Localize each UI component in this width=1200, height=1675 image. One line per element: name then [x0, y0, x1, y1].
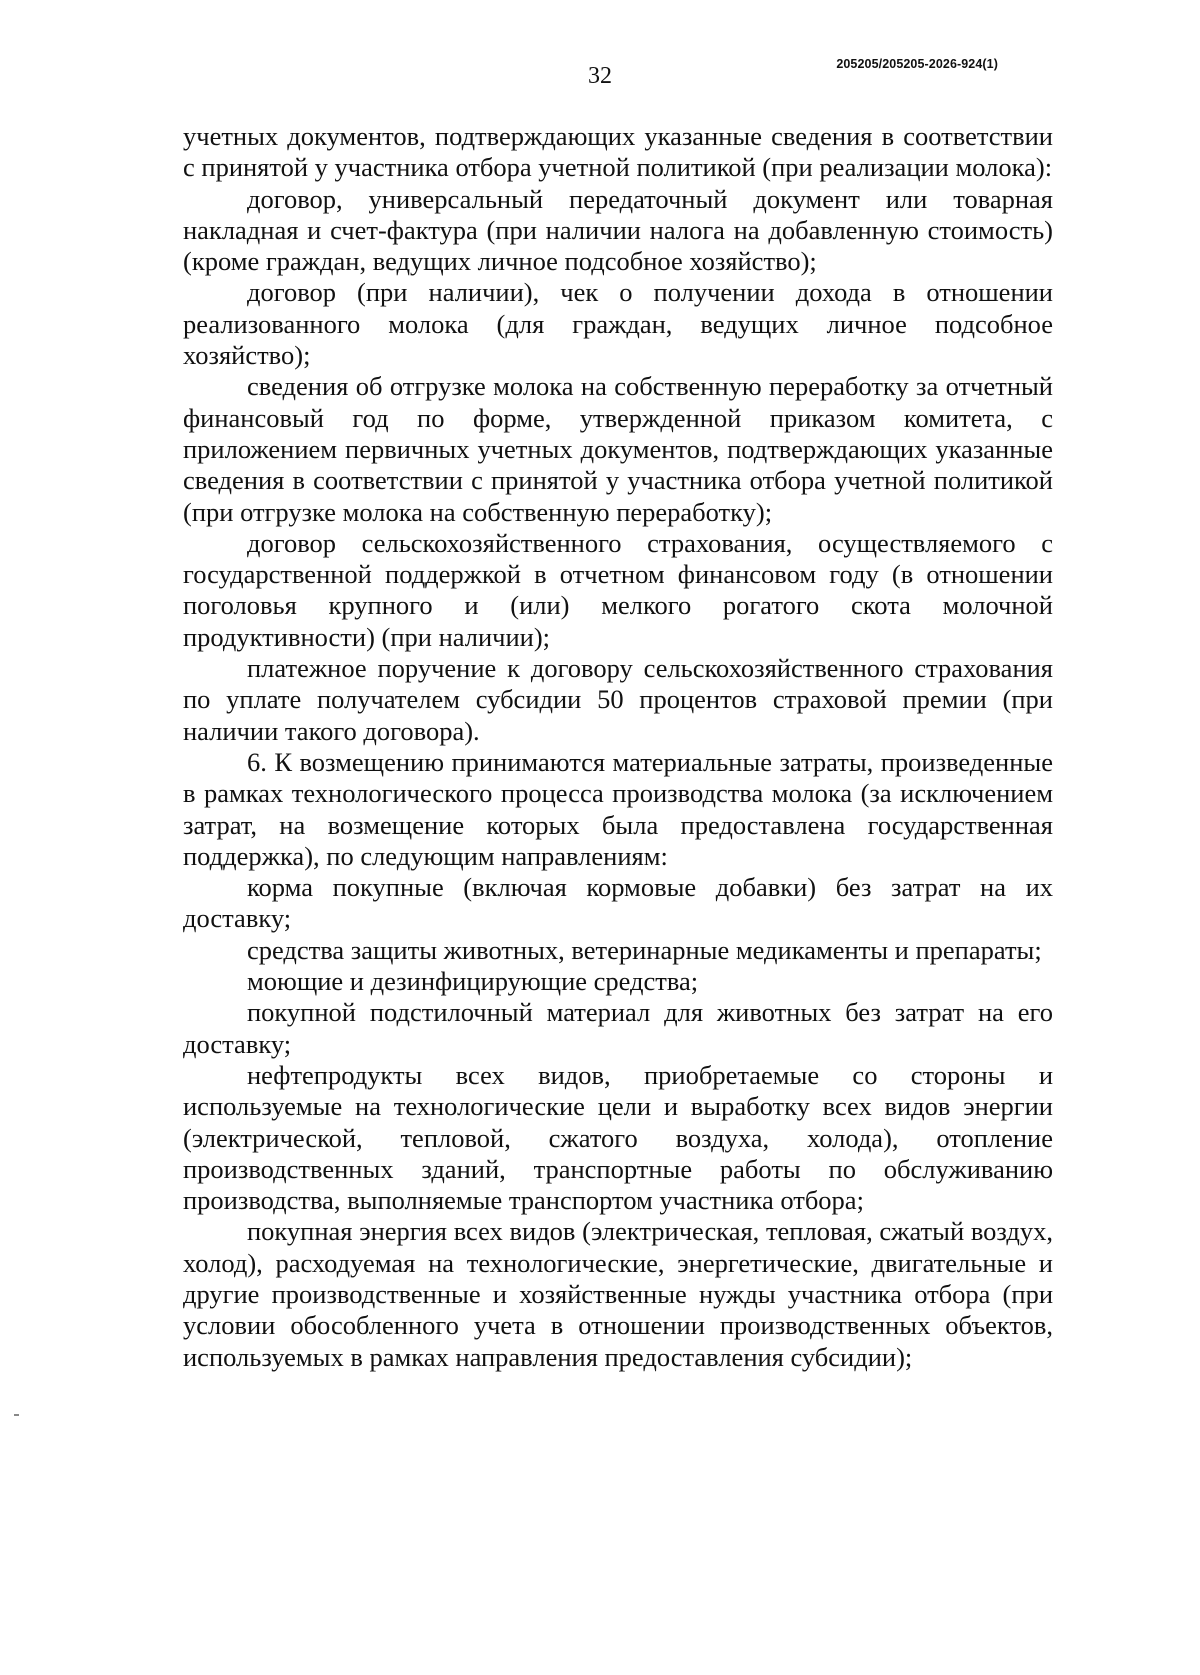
paragraph: нефтепродукты всех видов, приобретаемые со стороны и используемые на технологические цели и выработку всех видов энергии (электрической, тепловой, сжатого воздуха, холода), отопление производственных зданий, транспортные работы по обслуживанию производства, выполняемые транспортом участника отбора;: [183, 1059, 1053, 1216]
paragraph: платежное поручение к договору сельскохозяйственного страхования по уплате получателем субсидии 50 процентов страховой премии (при наличии такого договора).: [183, 653, 1053, 746]
paragraph: средства защиты животных, ветеринарные медикаменты и препараты;: [247, 934, 1042, 965]
paragraph: моющие и дезинфицирующие средства;: [247, 966, 699, 997]
paragraph-item-6: 6. К возмещению принимаются материальные затраты, произведенные в рамках технологического процесса производства молока (за исключением затрат, на возмещение которых была предоставлена государственная поддержка), по следующим направлениям:: [183, 746, 1053, 871]
paragraph-continuation: учетных документов, подтверждающих указанные сведения в соответствии с принятой у участника отбора учетной политикой (при реализации молока):: [183, 121, 1053, 183]
paragraph: сведения об отгрузке молока на собственную переработку за отчетный финансовый год по форме, утвержденной приказом комитета, с приложением первичных учетных документов, подтверждающих указанные сведения в соответствии с принятой у участника отбора учетной политикой (при отгрузке молока на собственную переработку);: [183, 371, 1053, 527]
page-number: 32: [588, 63, 612, 89]
paragraph: покупная энергия всех видов (электрическая, тепловая, сжатый воздух, холод), расходуемая на технологические, энергетические, двигательные и другие производственные и хозяйственные нужды участника отбора (при условии обособленного учета в отношении производственных объектов, используемых в рамках направления предоставления субсидии);: [183, 1216, 1053, 1372]
paragraph: договор сельскохозяйственного страхования, осуществляемого с государственной поддержкой в отчетном финансовом году (в отношении поголовья крупного и (или) мелкого рогатого скота молочной продуктивности) (при наличии);: [183, 527, 1053, 652]
paragraph: корма покупные (включая кормовые добавки) без затрат на их доставку;: [183, 872, 1053, 934]
document-id: 205205/205205-2026-924(1): [836, 57, 998, 71]
paragraph: договор (при наличии), чек о получении дохода в отношении реализованного молока (для граждан, ведущих личное подсобное хозяйство);: [183, 277, 1053, 371]
document-body: [183, 121, 1053, 1373]
scan-mark: [14, 1414, 19, 1416]
paragraph: покупной подстилочный материал для животных без затрат на его доставку;: [183, 997, 1053, 1059]
paragraph: договор, универсальный передаточный документ или товарная накладная и счет-фактура (при наличии налога на добавленную стоимость) (кроме граждан, ведущих личное подсобное хозяйство);: [183, 183, 1053, 277]
